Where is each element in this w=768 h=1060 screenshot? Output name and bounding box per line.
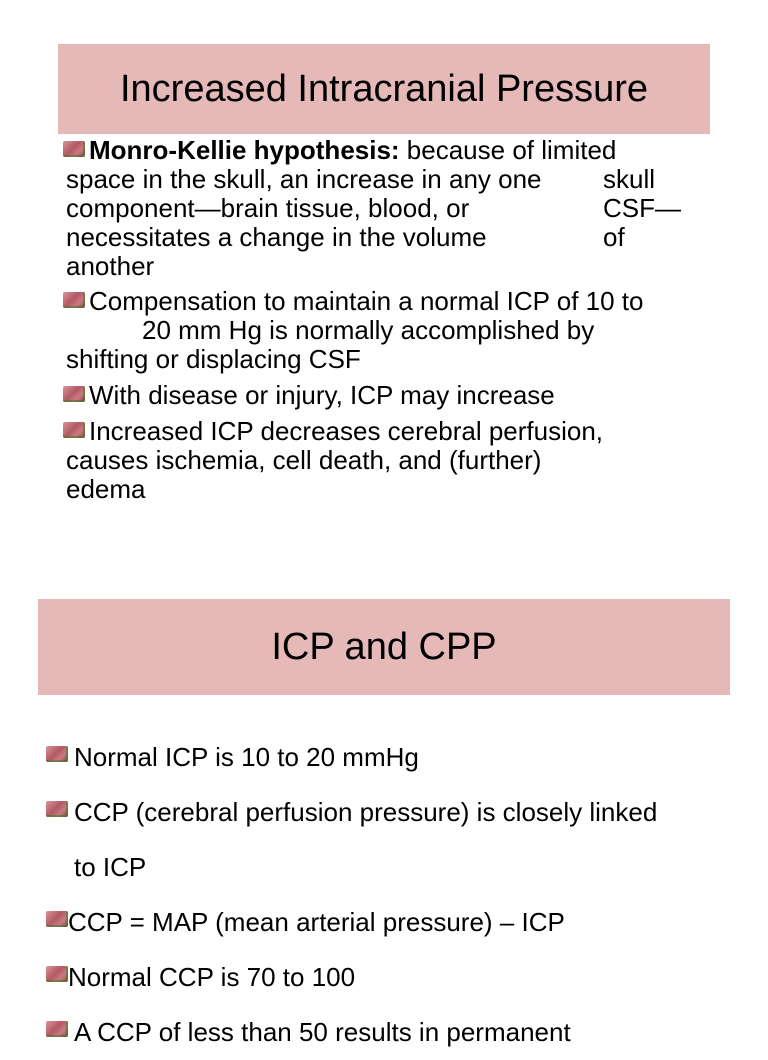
mk-bold-term: Monro-Kellie hypothesis:: [89, 135, 400, 165]
bullet-ccp-less-than-50: [46, 1005, 726, 1060]
mk-line-1: Monro-Kellie hypothesis: because of limited: [89, 135, 617, 165]
bullet-increased-icp: [66, 417, 726, 504]
mk-right-1: skull: [603, 164, 656, 194]
bullet-ccp-formula: [46, 895, 726, 950]
inc-line-3: edema: [66, 474, 146, 504]
bullet-normal-ccp: [46, 950, 726, 1005]
comp-line-1: Compensation to maintain a normal ICP of 10 to: [89, 286, 644, 316]
flower-bullet-icon: [46, 1021, 68, 1037]
ccp-linked-line-1: CCP (cerebral perfusion pressure) is closely linked: [74, 797, 658, 827]
slide2-bullet-list: [46, 730, 726, 1060]
mk-line-3: component—brain tissue, blood, or: [66, 193, 470, 223]
flower-bullet-icon: [46, 746, 68, 762]
flower-bullet-icon: [46, 911, 68, 927]
inc-line-2: causes ischemia, cell death, and (further): [66, 445, 542, 475]
comp-line-3: shifting or displacing CSF: [66, 344, 361, 374]
bullet-normal-icp: [46, 730, 726, 785]
flower-bullet-icon: [63, 386, 85, 402]
mk-line-4: necessitates a change in the volume: [66, 222, 487, 252]
flower-bullet-icon: [46, 801, 68, 817]
flower-bullet-icon: [63, 422, 85, 438]
comp-line-2: 20 mm Hg is normally accomplished by: [142, 315, 595, 345]
mk-right-column: [603, 165, 683, 252]
bullet-compensation: [66, 287, 726, 374]
slide2-title: ICP and CPP: [271, 626, 497, 668]
monro-kellie-text: [66, 136, 726, 281]
ccp-linked-line-2: to ICP: [74, 852, 147, 882]
slide1-bullet-list: [66, 136, 726, 511]
disease-line: With disease or injury, ICP may increase: [89, 380, 555, 410]
slide1-title-bar: [58, 44, 710, 134]
normal-ccp-text: Normal CCP is 70 to 100: [68, 962, 356, 992]
ccp-formula-text: CCP = MAP (mean arterial pressure) – ICP: [68, 907, 565, 937]
ccp-less-than-50-text: A CCP of less than 50 results in permanent: [74, 1017, 571, 1047]
inc-line-1: Increased ICP decreases cerebral perfusion,: [89, 416, 604, 446]
slide1-title: Increased Intracranial Pressure: [119, 68, 649, 110]
bullet-monro-kellie: [66, 136, 726, 281]
mk-right-3: of: [603, 222, 625, 252]
bullet-disease: [66, 381, 726, 410]
mk-line-2: space in the skull, an increase in any one: [66, 164, 542, 194]
mk-line-5: another: [66, 251, 155, 281]
slide2-title-bar: [38, 599, 730, 695]
flower-bullet-icon: [46, 966, 68, 982]
bullet-ccp-linked: [46, 785, 726, 895]
mk-right-2: CSF—: [603, 193, 681, 223]
flower-bullet-icon: [63, 292, 85, 308]
normal-icp-text: Normal ICP is 10 to 20 mmHg: [74, 742, 419, 772]
